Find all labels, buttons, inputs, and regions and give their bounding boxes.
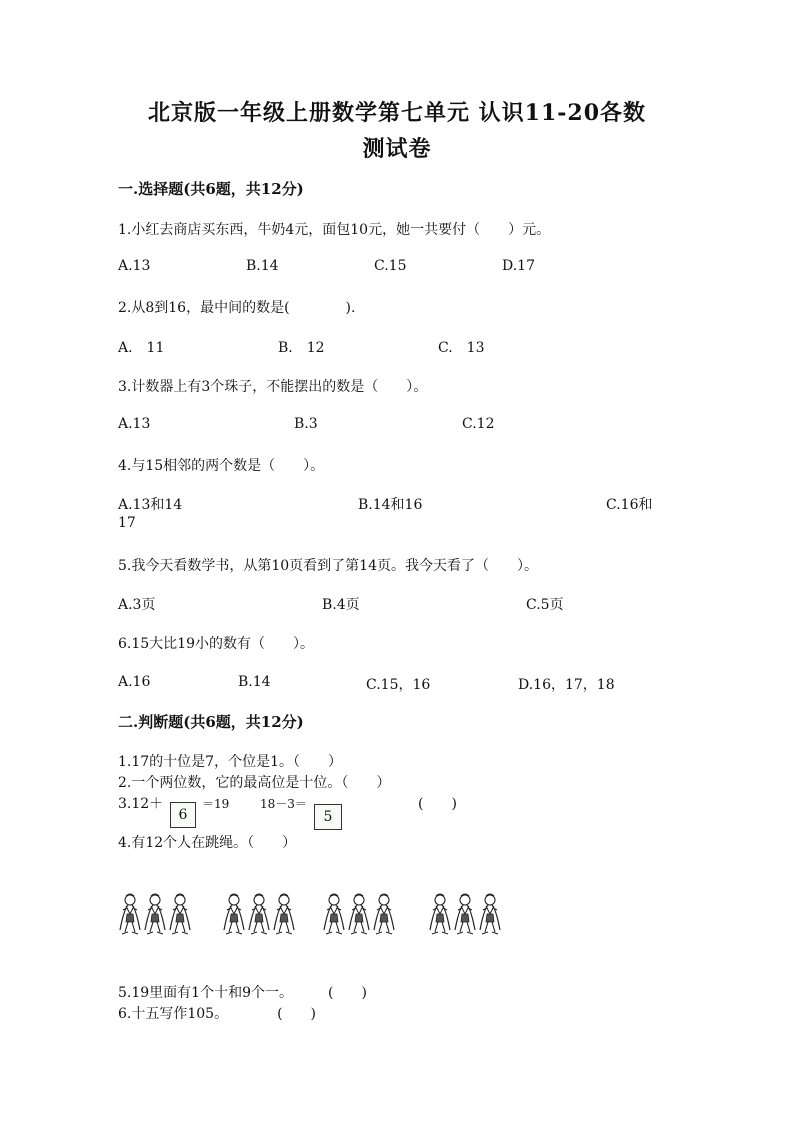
question-3: 3.计数器上有3个珠子，不能摆出的数是（ ）。 [118,379,428,395]
page-title-line1: 北京版一年级上册数学第七单元 认识11-20各数 [147,100,647,126]
question-1: 1.小红去商店买东西，牛奶4元，面包10元，她一共要付（ ）元。 [118,222,551,238]
q1-option-c: C.15 [374,258,407,274]
q4-option-a: A.13和14 [118,497,183,513]
q4-option-b: B.14和16 [358,497,423,513]
q5-option-c: C.5页 [526,597,564,613]
question-6: 6.15大比19小的数有（ ）。 [118,636,314,652]
rope-skipping-children-illustration [118,880,518,942]
judgment-3-prefix: 3.12＋ [118,796,164,812]
q1-option-b: B.14 [246,258,279,274]
q6-option-c: C.15，16 [366,677,431,693]
q4-option-c-continued: 17 [118,515,136,531]
q1-option-d: D.17 [502,258,535,274]
judgment-3-equation-1: ＝19 [202,797,230,811]
q3-option-b: B.3 [294,416,318,432]
judgment-6: 6.十五写作105。 ( ) [118,1006,317,1022]
section1-heading: 一.选择题(共6题，共12分) [118,180,304,198]
q2-option-a: A. 11 [118,340,165,356]
q6-option-a: A.16 [118,674,151,690]
q1-option-a: A.13 [118,258,151,274]
judgment-3-paren: ( ) [418,796,457,812]
judgment-2: 2.一个两位数，它的最高位是十位。（ ） [118,775,391,791]
q2-option-b: B. 12 [278,340,325,356]
q5-option-a: A.3页 [118,597,156,613]
judgment-3-equation-2: 18－3＝ [260,797,307,811]
judgment-4: 4.有12个人在跳绳。（ ） [118,835,297,851]
question-4: 4.与15相邻的两个数是（ ）。 [118,458,325,474]
question-5: 5.我今天看数学书，从第10页看到了第14页。我今天看了（ ）。 [118,558,538,574]
page-title-line2: 测试卷 [362,136,432,162]
answer-box-2: 5 [314,804,342,830]
question-2: 2.从8到16，最中间的数是( ). [118,300,356,316]
q3-option-a: A.13 [118,416,151,432]
q4-option-c: C.16和 [606,497,653,513]
q5-option-b: B.4页 [322,597,360,613]
answer-box-1: 6 [170,802,196,828]
judgment-1: 1.17的十位是7，个位是1。（ ） [118,754,342,770]
q6-option-b: B.14 [238,674,271,690]
q6-option-d: D.16，17，18 [518,677,615,693]
q2-option-c: C. 13 [438,340,485,356]
q3-option-c: C.12 [462,416,495,432]
section2-heading: 二.判断题(共6题，共12分) [118,713,304,731]
judgment-5: 5.19里面有1个十和9个一。 ( ) [118,985,367,1001]
